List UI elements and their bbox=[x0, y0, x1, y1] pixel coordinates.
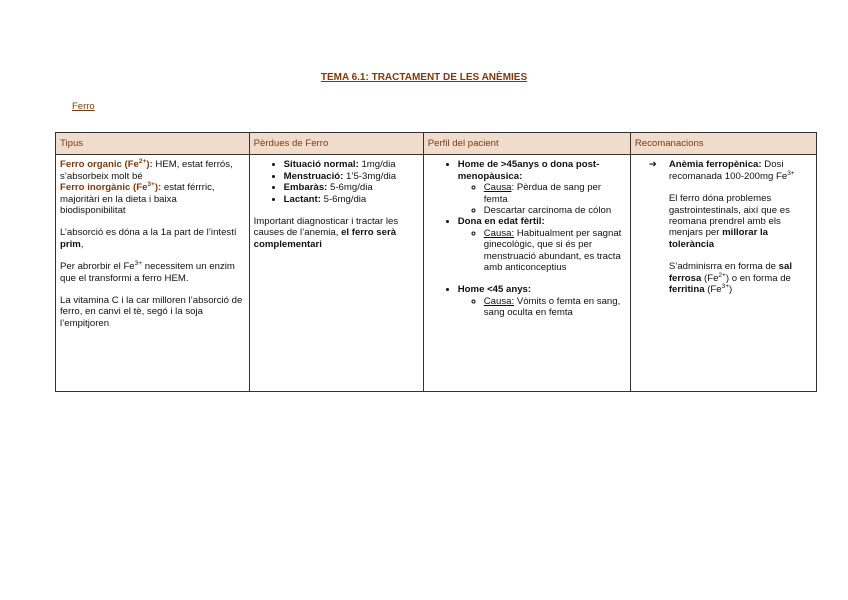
perdues-list bbox=[254, 159, 419, 205]
inorg-sup: 3+ bbox=[147, 181, 155, 189]
inorg-paragraph bbox=[60, 182, 245, 216]
list-item bbox=[458, 284, 626, 318]
hem-paragraph bbox=[60, 159, 245, 182]
table-row bbox=[56, 155, 817, 392]
causa-text: : Pèrdua de sang per femta bbox=[483, 182, 602, 205]
inorg-text: estat férrric, majoritàri en la dieta i baixa biodisponibilitat bbox=[60, 182, 215, 217]
hem-label-text: Ferro organic (Fe bbox=[60, 159, 139, 171]
list-item bbox=[284, 171, 419, 182]
cell-recomanacions bbox=[630, 155, 816, 392]
list-item bbox=[648, 159, 812, 296]
forma-paragraph bbox=[669, 261, 812, 295]
p2-bold: millorar la tolerància bbox=[668, 227, 768, 250]
ferro-link[interactable]: Ferro bbox=[72, 101, 95, 112]
tolerancia-paragraph bbox=[669, 193, 812, 250]
sublist-item bbox=[484, 228, 626, 274]
p3-end: (Fe bbox=[704, 284, 722, 296]
list-item bbox=[284, 194, 419, 205]
list-item bbox=[458, 216, 626, 284]
p2-text: El ferro dóna problemes gastrointestinals, així que es reomana prendrel amb els menjars per bbox=[668, 193, 790, 239]
causa-label: Causa: bbox=[483, 295, 515, 307]
item-label: Lactant: bbox=[283, 193, 321, 205]
header-perfil: Perfil del pacient bbox=[423, 133, 630, 155]
item-value: 5-6mg/dia bbox=[320, 193, 367, 205]
causa-text: Habitualment per sagnat ginecològic, que si és per menstruació abundant, es tracta amb anticonceptius bbox=[483, 227, 622, 274]
hem-sup: 2+ bbox=[138, 158, 147, 166]
cell-perfil bbox=[423, 155, 630, 392]
p3-text: S’adminisrra en forma de bbox=[668, 261, 779, 273]
item-label: Situació normal: bbox=[283, 159, 359, 171]
per-text: Per abrorbir el Fe bbox=[60, 261, 135, 273]
inorg-label bbox=[60, 182, 161, 193]
sublist bbox=[458, 182, 626, 216]
absorcio-paragraph bbox=[60, 227, 245, 250]
per-rest: necessitem un enzim que el transformi a ferro HEM. bbox=[60, 261, 235, 284]
hem-text: HEM, estat ferrós, s’absorbeix molt bé bbox=[60, 159, 233, 182]
absor-end: , bbox=[80, 238, 84, 250]
page-title: TEMA 6.1: TRACTAMENT DE LES ANÈMIES bbox=[320, 72, 528, 83]
sublist-item: ◦ Descartar carcinoma de cólon bbox=[484, 205, 626, 216]
list-item bbox=[284, 182, 419, 193]
perdues-note bbox=[254, 216, 419, 250]
item-value: 1mg/dia bbox=[358, 159, 396, 171]
item-value: 1’5-3mg/dia bbox=[343, 170, 397, 182]
hem-label bbox=[60, 159, 153, 170]
anemia-text: Dosi recomanada 100-200mg Fe bbox=[668, 159, 788, 182]
arrow-icon: ➔ bbox=[648, 159, 657, 171]
note-bold: el ferro serà complementari bbox=[253, 227, 397, 250]
enzim-paragraph bbox=[60, 261, 245, 284]
inorg-label-text: Ferro inorgànic (Fe bbox=[60, 182, 148, 194]
header-recomanacions: Recomanacions bbox=[630, 133, 816, 155]
list-item bbox=[458, 159, 626, 216]
inorg-close: ): bbox=[154, 182, 162, 194]
causa-label: Causa: bbox=[483, 227, 515, 239]
p3-sup1: 2+ bbox=[718, 271, 726, 279]
treatment-table bbox=[55, 132, 817, 392]
cell-tipus bbox=[56, 155, 250, 392]
per-sup: 3+ bbox=[134, 260, 143, 268]
list-item bbox=[284, 159, 419, 170]
note-text: Important diagnosticar i tractar les causes de l’anemia, bbox=[253, 216, 399, 239]
item-label: Menstruació: bbox=[283, 170, 344, 182]
p3-close: ) bbox=[729, 284, 733, 296]
anemia-sup: 3+ bbox=[787, 169, 795, 177]
perfil-list bbox=[428, 159, 626, 318]
causa-text: Vòmits o femta en sang, sang oculta en femta bbox=[483, 295, 621, 319]
p3-sup2: 3+ bbox=[721, 282, 730, 290]
p3-mid2: ) o en forma de bbox=[725, 272, 791, 284]
home-young-label: Home <45 anys: bbox=[457, 284, 532, 296]
home45-label: Home de >45anys o dona post-menopàusica: bbox=[457, 159, 600, 182]
header-tipus: Tipus bbox=[56, 133, 250, 155]
p3-bold1: sal ferrosa bbox=[668, 261, 792, 284]
vitc-paragraph: La vitamina C i la car milloren l’absorció de ferro, en canvi el tè, segó i la soja l’empitjoren bbox=[60, 295, 243, 329]
sublist-item bbox=[484, 296, 626, 319]
item-value: 5-6mg/dia bbox=[327, 182, 373, 194]
item-label: Embaràs: bbox=[283, 182, 328, 194]
causa-label: Causa bbox=[483, 182, 512, 194]
anemia-label: Anèmia ferropènica: bbox=[668, 159, 762, 171]
absor-bold: prim bbox=[60, 238, 81, 250]
cell-perdues bbox=[249, 155, 423, 392]
dona-label: Dona en edat fèrtil: bbox=[457, 216, 545, 228]
sublist-item bbox=[484, 182, 626, 205]
table-header-row bbox=[56, 133, 817, 155]
header-perdues: Pèrdues de Ferro bbox=[249, 133, 423, 155]
sublist bbox=[458, 228, 626, 274]
hem-close: ): bbox=[146, 159, 153, 171]
absor-text: L’absorció es dóna a la 1a part de l’intestí bbox=[60, 227, 237, 239]
p3-mid: (Fe bbox=[701, 272, 719, 284]
recomanacions-list bbox=[635, 159, 812, 295]
p3-bold2: ferritina bbox=[668, 284, 705, 296]
sublist bbox=[458, 296, 626, 319]
